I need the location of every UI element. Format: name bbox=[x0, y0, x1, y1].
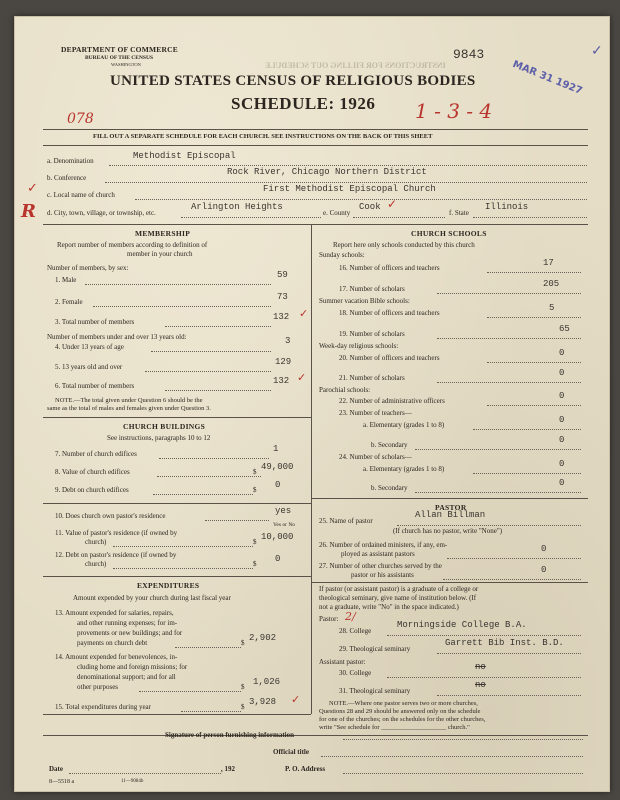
date-label: Date bbox=[49, 765, 63, 773]
q4-label: 4. Under 13 years of age bbox=[55, 343, 124, 351]
label-under-over: Number of members under and over 13 years old: bbox=[47, 333, 187, 341]
q11-label: 11. Value of pastor's residence (if owned by bbox=[55, 529, 178, 537]
q23b-value: 0 bbox=[559, 435, 565, 445]
form-code-1: 8—5518 a bbox=[49, 779, 75, 785]
date-year: , 192 bbox=[221, 765, 235, 773]
q22-value: 0 bbox=[559, 391, 565, 401]
check-mark: ✓ bbox=[591, 43, 603, 59]
label-summer: Summer vacation Bible schools: bbox=[319, 297, 410, 305]
q19-label: 19. Number of scholars bbox=[339, 330, 405, 338]
q29-label: 29. Theological seminary bbox=[339, 645, 411, 653]
section-title-pastor: PASTOR bbox=[435, 503, 467, 512]
q31-label: 31. Theological seminary bbox=[339, 687, 411, 695]
q6-label: 6. Total number of members bbox=[55, 382, 135, 390]
q12-label-2: church) bbox=[85, 560, 107, 568]
q24-label: 24. Number of scholars— bbox=[339, 453, 412, 461]
q12-label: 12. Debt on pastor's residence (if owned by bbox=[55, 551, 177, 559]
label-city: d. City, town, village, or township, etc. bbox=[47, 209, 156, 217]
q9-dollar: $ bbox=[253, 486, 257, 494]
membership-note: NOTE.—The total given under Question 6 should be the bbox=[55, 397, 203, 404]
q13-line-4: payments on church debt bbox=[77, 639, 148, 647]
q3-value: 132 bbox=[273, 312, 290, 322]
q8-value: 49,000 bbox=[261, 462, 294, 472]
grad-note-1: If pastor (or assistant pastor) is a graduate of a college or bbox=[319, 585, 479, 593]
q23a-value: 0 bbox=[559, 415, 565, 425]
q10-label: 10. Does church own pastor's residence bbox=[55, 512, 166, 520]
q26-label-2: ployed as assistant pastors bbox=[341, 550, 415, 558]
mark-e: ✓ bbox=[387, 197, 398, 211]
buildings-sub: See instructions, paragraphs 10 to 12 bbox=[107, 434, 211, 442]
q13-line-3: provements or new buildings; and for bbox=[77, 629, 183, 637]
membership-note-2: same as the total of males and females given under Question 3. bbox=[47, 405, 211, 412]
label-assistant-pastor: Assistant pastor: bbox=[319, 658, 366, 666]
q14-value: 1,026 bbox=[253, 677, 281, 687]
bleed-through-text: INSTRUCTIONS FOR FILLING OUT SCHEDULE bbox=[265, 61, 446, 70]
q16-value: 17 bbox=[543, 258, 554, 268]
signature-label: Signature of person furnishing information bbox=[165, 731, 294, 739]
q14-line-4: other purposes bbox=[77, 683, 119, 691]
label-denomination: a. Denomination bbox=[47, 157, 94, 165]
grad-note-3: not a graduate, write "No" in the space indicated.) bbox=[319, 603, 459, 611]
section-title-membership: MEMBERSHIP bbox=[135, 229, 191, 238]
q23a-label: a. Elementary (grades 1 to 8) bbox=[363, 421, 445, 429]
value-city: Arlington Heights bbox=[191, 202, 283, 212]
q5-value: 129 bbox=[275, 357, 292, 367]
q26-value: 0 bbox=[541, 544, 547, 554]
q23b-label: b. Secondary bbox=[371, 441, 408, 449]
q25-value: Allan Billman bbox=[415, 510, 486, 520]
handwritten-code: 078 bbox=[67, 111, 94, 127]
pastor-note-4: write "See schedule for ____________________ church." bbox=[319, 724, 470, 731]
q12-value: 0 bbox=[275, 554, 281, 564]
po-address-label: P. O. Address bbox=[285, 765, 326, 773]
q18-label: 18. Number of officers and teachers bbox=[339, 309, 440, 317]
section-title-buildings: CHURCH BUILDINGS bbox=[123, 422, 206, 431]
yes-no-hint: Yes or No bbox=[273, 522, 296, 528]
official-title-label: Official title bbox=[273, 748, 309, 756]
q10-value: yes bbox=[275, 506, 292, 516]
value-denomination: Methodist Episcopal bbox=[133, 151, 236, 161]
q24b-label: b. Secondary bbox=[371, 484, 408, 492]
form-code-2: 11—9084b bbox=[121, 779, 144, 784]
q8-label: 8. Value of church edifices bbox=[55, 468, 130, 476]
pastor-note-1: NOTE.—Where one pastor serves two or more churches, bbox=[329, 700, 478, 707]
q26-label: 26. Number of ordained ministers, if any, em- bbox=[319, 541, 448, 549]
membership-intro: Report number of members according to definition of bbox=[57, 241, 208, 249]
q9-value: 0 bbox=[275, 480, 281, 490]
form-title: UNITED STATES CENSUS OF RELIGIOUS BODIES bbox=[110, 73, 476, 89]
q9-label: 9. Debt on church edifices bbox=[55, 486, 129, 494]
q2-label: 2. Female bbox=[55, 298, 83, 306]
q24b-value: 0 bbox=[559, 478, 565, 488]
q13-line-1: 13. Amount expended for salaries, repairs, bbox=[55, 609, 174, 617]
handwritten-code-right: 1 - 3 - 4 bbox=[415, 99, 493, 123]
label-sunday: Sunday schools: bbox=[319, 251, 365, 259]
membership-intro-2: member in your church bbox=[127, 250, 193, 258]
value-county: Cook bbox=[359, 202, 381, 212]
pastor-mark: 2/ bbox=[345, 610, 356, 623]
q5-label: 5. 13 years old and over bbox=[55, 363, 123, 371]
q29-value: Garrett Bib Inst. B.D. bbox=[445, 638, 564, 648]
q16-label: 16. Number of officers and teachers bbox=[339, 264, 440, 272]
q1-value: 59 bbox=[277, 270, 288, 280]
department-name: DEPARTMENT OF COMMERCE bbox=[61, 45, 178, 54]
expenditures-sub: Amount expended by your church during last fiscal year bbox=[73, 594, 231, 602]
q6-value: 132 bbox=[273, 376, 290, 386]
q24a-value: 0 bbox=[559, 459, 565, 469]
bureau-city: WASHINGTON bbox=[111, 62, 141, 67]
q3-label: 3. Total number of members bbox=[55, 318, 135, 326]
q23-label: 23. Number of teachers— bbox=[339, 409, 412, 417]
label-county: e. County bbox=[323, 209, 351, 217]
q4-value: 3 bbox=[285, 336, 291, 346]
label-pastor: Pastor: bbox=[319, 615, 339, 623]
q25-label: 25. Name of pastor bbox=[319, 517, 373, 525]
q3-check: ✓ bbox=[299, 307, 309, 320]
label-state: f. State bbox=[449, 209, 469, 217]
q11-dollar: $ bbox=[253, 538, 257, 546]
q27-value: 0 bbox=[541, 565, 547, 575]
census-schedule-sheet bbox=[14, 16, 610, 792]
mark-c: ✓ bbox=[27, 181, 38, 196]
q20-label: 20. Number of officers and teachers bbox=[339, 354, 440, 362]
q19-value: 65 bbox=[559, 324, 570, 334]
q18-value: 5 bbox=[549, 303, 555, 313]
q14-line-2: cluding home and foreign missions; for bbox=[77, 663, 188, 671]
q8-dollar: $ bbox=[253, 468, 257, 476]
value-local-name: First Methodist Episcopal Church bbox=[263, 184, 436, 194]
label-weekday: Week-day religious schools: bbox=[319, 342, 399, 350]
q15-label: 15. Total expenditures during year bbox=[55, 703, 151, 711]
q17-value: 205 bbox=[543, 279, 560, 289]
q11-label-2: church) bbox=[85, 538, 107, 546]
q15-value: 3,928 bbox=[249, 697, 277, 707]
received-date-stamp: MAR 31 1927 bbox=[510, 59, 584, 97]
q2-value: 73 bbox=[277, 292, 288, 302]
value-conference: Rock River, Chicago Northern District bbox=[227, 167, 427, 177]
q20-value: 0 bbox=[559, 348, 565, 358]
label-parochial: Parochial schools: bbox=[319, 386, 371, 394]
q1-label: 1. Male bbox=[55, 276, 77, 284]
q28-value: Morningside College B.A. bbox=[397, 620, 527, 630]
instruction-banner: FILL OUT A SEPARATE SCHEDULE FOR EACH CHURCH. SEE INSTRUCTIONS ON THE BACK OF THIS SHEET bbox=[93, 133, 433, 140]
q6-check: ✓ bbox=[297, 371, 307, 384]
q21-label: 21. Number of scholars bbox=[339, 374, 405, 382]
q14-line-3: denominational support; and for all bbox=[77, 673, 176, 681]
bureau-name: BUREAU OF THE CENSUS bbox=[85, 55, 154, 61]
q14-line-1: 14. Amount expended for benevolences, in- bbox=[55, 653, 178, 661]
mark-d: R bbox=[21, 201, 36, 222]
q13-dollar: $ bbox=[241, 639, 245, 647]
pastor-note-2: Questions 28 and 29 should be answered only on the schedule bbox=[319, 708, 481, 715]
q15-dollar: $ bbox=[241, 703, 245, 711]
grad-note-2: theological seminary, give name of institution below. (If bbox=[319, 594, 477, 602]
q22-label: 22. Number of administrative officers bbox=[339, 397, 445, 405]
q27-label: 27. Number of other churches served by the bbox=[319, 562, 442, 570]
q15-check: ✓ bbox=[291, 693, 301, 706]
q27-label-2: pastor or his assistants bbox=[351, 571, 414, 579]
q21-value: 0 bbox=[559, 368, 565, 378]
q12-dollar: $ bbox=[253, 560, 257, 568]
q7-value: 1 bbox=[273, 444, 279, 454]
section-title-expenditures: EXPENDITURES bbox=[137, 581, 200, 590]
q24a-label: a. Elementary (grades 1 to 8) bbox=[363, 465, 445, 473]
q7-label: 7. Number of church edifices bbox=[55, 450, 137, 458]
q30-label: 30. College bbox=[339, 669, 372, 677]
q30-value: no bbox=[475, 662, 486, 672]
q28-label: 28. College bbox=[339, 627, 372, 635]
q31-value: no bbox=[475, 680, 486, 690]
q11-value: 10,000 bbox=[261, 532, 294, 542]
schedule-number: 9843 bbox=[453, 47, 485, 62]
label-local-name: c. Local name of church bbox=[47, 191, 115, 199]
q13-value: 2,902 bbox=[249, 633, 277, 643]
q25-hint: (If church has no pastor, write "None") bbox=[393, 527, 503, 535]
q13-line-2: and other running expenses; for im- bbox=[77, 619, 178, 627]
q14-dollar: $ bbox=[241, 683, 245, 691]
label-conference: b. Conference bbox=[47, 174, 87, 182]
pastor-note-3: for one of the churches; on the schedules for the other churches, bbox=[319, 716, 486, 723]
schedule-title: SCHEDULE: 1926 bbox=[231, 94, 376, 113]
q17-label: 17. Number of scholars bbox=[339, 285, 405, 293]
schools-intro: Report here only schools conducted by this church bbox=[333, 241, 475, 249]
label-by-sex: Number of members, by sex: bbox=[47, 264, 129, 272]
section-title-schools: CHURCH SCHOOLS bbox=[411, 229, 487, 238]
value-state: Illinois bbox=[485, 202, 529, 212]
